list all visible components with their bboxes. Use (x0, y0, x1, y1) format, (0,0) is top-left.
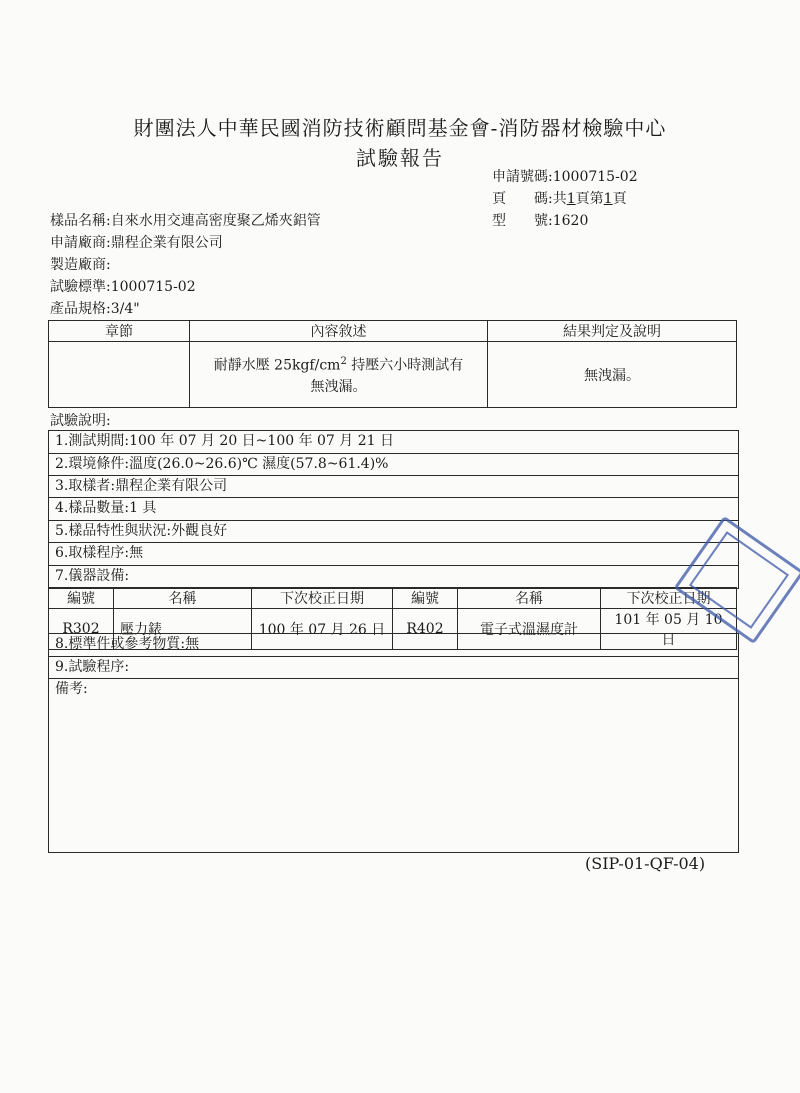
equipment-cell: 壓力錶 (114, 609, 252, 650)
test-note-item: 8.標準件或參考物質:無 (55, 636, 200, 652)
header-description: 內容敘述 (190, 321, 488, 342)
equipment-cell: 電子式溫濕度計 (458, 609, 601, 650)
sample-name: 樣品名稱:自來水用交連高密度聚乙烯夾鋁管 (50, 213, 321, 229)
chapter-cell (49, 342, 190, 408)
equipment-header: 名稱 (458, 588, 601, 609)
test-notes-box (48, 430, 739, 589)
test-note-item: 5.樣品特性與狀況:外觀良好 (49, 520, 738, 542)
description-text-3: 無洩漏。 (310, 379, 367, 396)
results-row (49, 342, 737, 408)
page-current: 1 (603, 191, 613, 207)
test-note-item: 9.試驗程序: (49, 656, 738, 678)
description-text-2: 持壓六小時測試有 (346, 357, 464, 374)
header-result: 結果判定及說明 (488, 321, 737, 342)
header-chapter: 章節 (49, 321, 190, 342)
results-header-row (49, 321, 737, 342)
description-cell (190, 342, 488, 408)
model-number: 型 號:1620 (492, 213, 589, 229)
page-suffix: 頁 (612, 191, 627, 207)
test-note-item: 7.儀器設備: (49, 565, 738, 588)
application-number: 申請號碼:1000715-02 (492, 169, 638, 185)
equipment-header: 下次校正日期 (252, 588, 393, 609)
equipment-header: 編號 (49, 588, 114, 609)
equipment-cell: R402 (393, 609, 458, 650)
equipment-cell: R302 (49, 609, 114, 650)
report-title: 試驗報告 (356, 146, 444, 170)
manufacturer: 製造廠商: (50, 257, 111, 273)
test-note-item: 4.樣品數量:1 具 (49, 497, 738, 520)
results-table (48, 320, 737, 408)
remarks-label: 備考: (49, 678, 738, 852)
equipment-header-row (49, 588, 737, 609)
page-count (492, 189, 627, 209)
equipment-header: 編號 (393, 588, 458, 609)
page-prefix: 頁 碼:共 (492, 191, 567, 207)
description-text: 耐靜水壓 25kgf/cm (213, 357, 341, 374)
report-org-title: 財團法人中華民國消防技術顧問基金會-消防器材檢驗中心 (133, 116, 667, 140)
page-mid: 頁第 (575, 191, 604, 207)
form-code: (SIP-01-QF-04) (585, 854, 706, 873)
product-spec: 產品規格:3/4" (50, 301, 140, 317)
equipment-cell: 100 年 07 月 26 日 (252, 609, 393, 650)
equipment-header: 下次校正日期 (601, 588, 737, 609)
test-notes-label: 試驗說明: (50, 413, 111, 429)
test-note-item: 1.測試期間:100 年 07 月 20 日~100 年 07 月 21 日 (55, 433, 395, 449)
test-note-item: 3.取樣者:鼎程企業有限公司 (49, 475, 738, 497)
test-note-item: 6.取樣程序:無 (49, 542, 738, 565)
page-total: 1 (566, 191, 576, 207)
description-superscript: 2 (340, 355, 347, 367)
test-note-item: 2.環境條件:溫度(26.0~26.6)℃ 濕度(57.8~61.4)% (49, 453, 738, 475)
equipment-cell: 101 年 05 月 10 日 (601, 609, 737, 650)
applicant: 申請廠商:鼎程企業有限公司 (50, 235, 223, 251)
test-standard: 試驗標準:1000715-02 (50, 279, 196, 295)
remarks-box (48, 633, 739, 853)
equipment-header: 名稱 (114, 588, 252, 609)
result-cell: 無洩漏。 (488, 342, 737, 408)
